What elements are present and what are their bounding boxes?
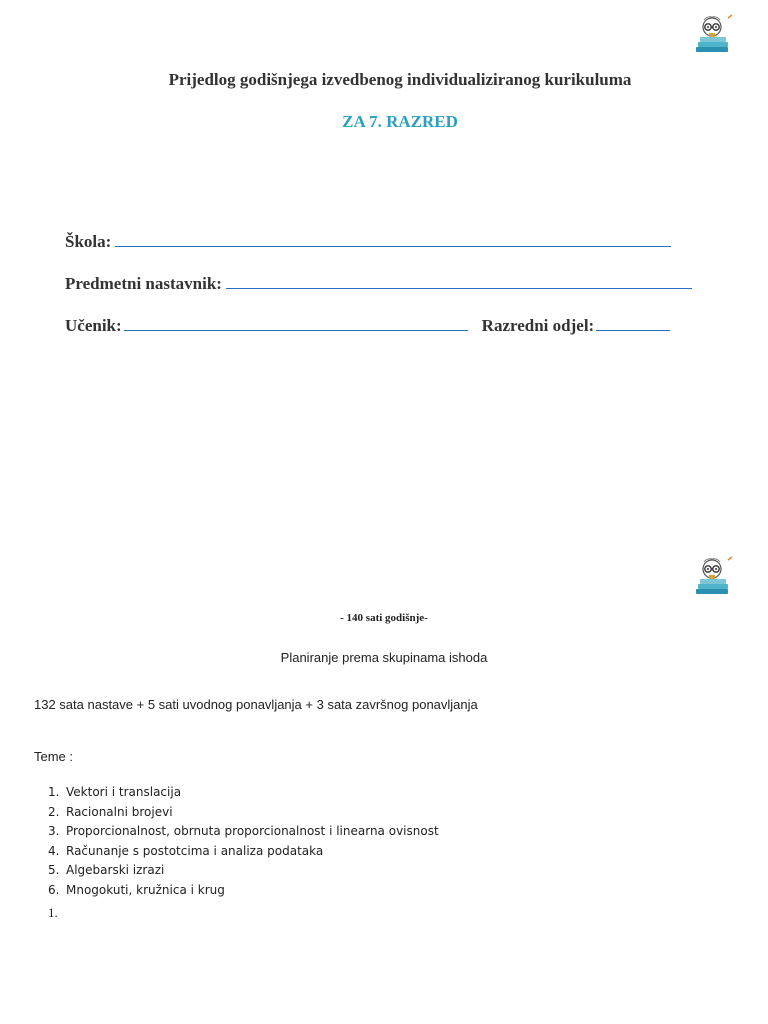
list-item-number: 6. [48, 882, 60, 897]
document-title: Prijedlog godišnjega izvedbenog individualiziranog kurikuluma [168, 70, 632, 89]
list-item-number: 3. [48, 824, 60, 838]
list-item [48, 783, 439, 803]
list-item [48, 842, 439, 862]
trailing-list-number: 1. [48, 905, 58, 920]
topics-list [48, 783, 439, 900]
list-item-text: Algebarski izrazi [66, 863, 165, 877]
grade-heading: ZA 7. RAZRED [342, 112, 458, 131]
list-item-number: 5. [48, 863, 60, 877]
list-item-number: 2. [48, 804, 60, 819]
school-fill-line[interactable] [115, 232, 671, 247]
list-item-number: 4. [48, 843, 60, 858]
class-fill-line[interactable] [596, 316, 670, 331]
topics-label: Teme : [34, 749, 74, 764]
student-label: Učenik: [65, 316, 122, 335]
list-item-text: Vektori i translacija [66, 785, 182, 799]
teacher-label: Predmetni nastavnik: [65, 274, 222, 293]
hours-breakdown: 132 sata nastave + 5 sati uvodnog ponavljanja + 3 sata završnog ponavljanja [34, 697, 478, 712]
annual-hours: - 140 sati godišnje- [340, 612, 428, 624]
logo-icon [692, 14, 734, 54]
class-label: Razredni odjel: [481, 316, 595, 335]
student-fill-line[interactable] [124, 316, 468, 331]
planning-title: Planiranje prema skupinama ishoda [280, 650, 488, 665]
list-item [48, 803, 439, 823]
list-item [48, 861, 439, 881]
list-item [48, 881, 439, 901]
school-field [65, 232, 671, 252]
teacher-fill-line[interactable] [226, 274, 692, 289]
logo-icon [692, 556, 734, 596]
list-item-text: Proporcionalnost, obrnuta proporcionalnost i linearna ovisnost [66, 824, 439, 838]
list-item-number: 1. [48, 785, 60, 799]
list-item [48, 822, 439, 842]
list-item-text: Računanje s postotcima i analiza podataka [66, 843, 324, 858]
school-label: Škola: [65, 232, 112, 251]
teacher-field [65, 274, 692, 294]
list-item-text: Racionalni brojevi [66, 804, 173, 819]
list-item-text: Mnogokuti, kružnica i krug [66, 882, 225, 897]
student-field [65, 316, 670, 336]
